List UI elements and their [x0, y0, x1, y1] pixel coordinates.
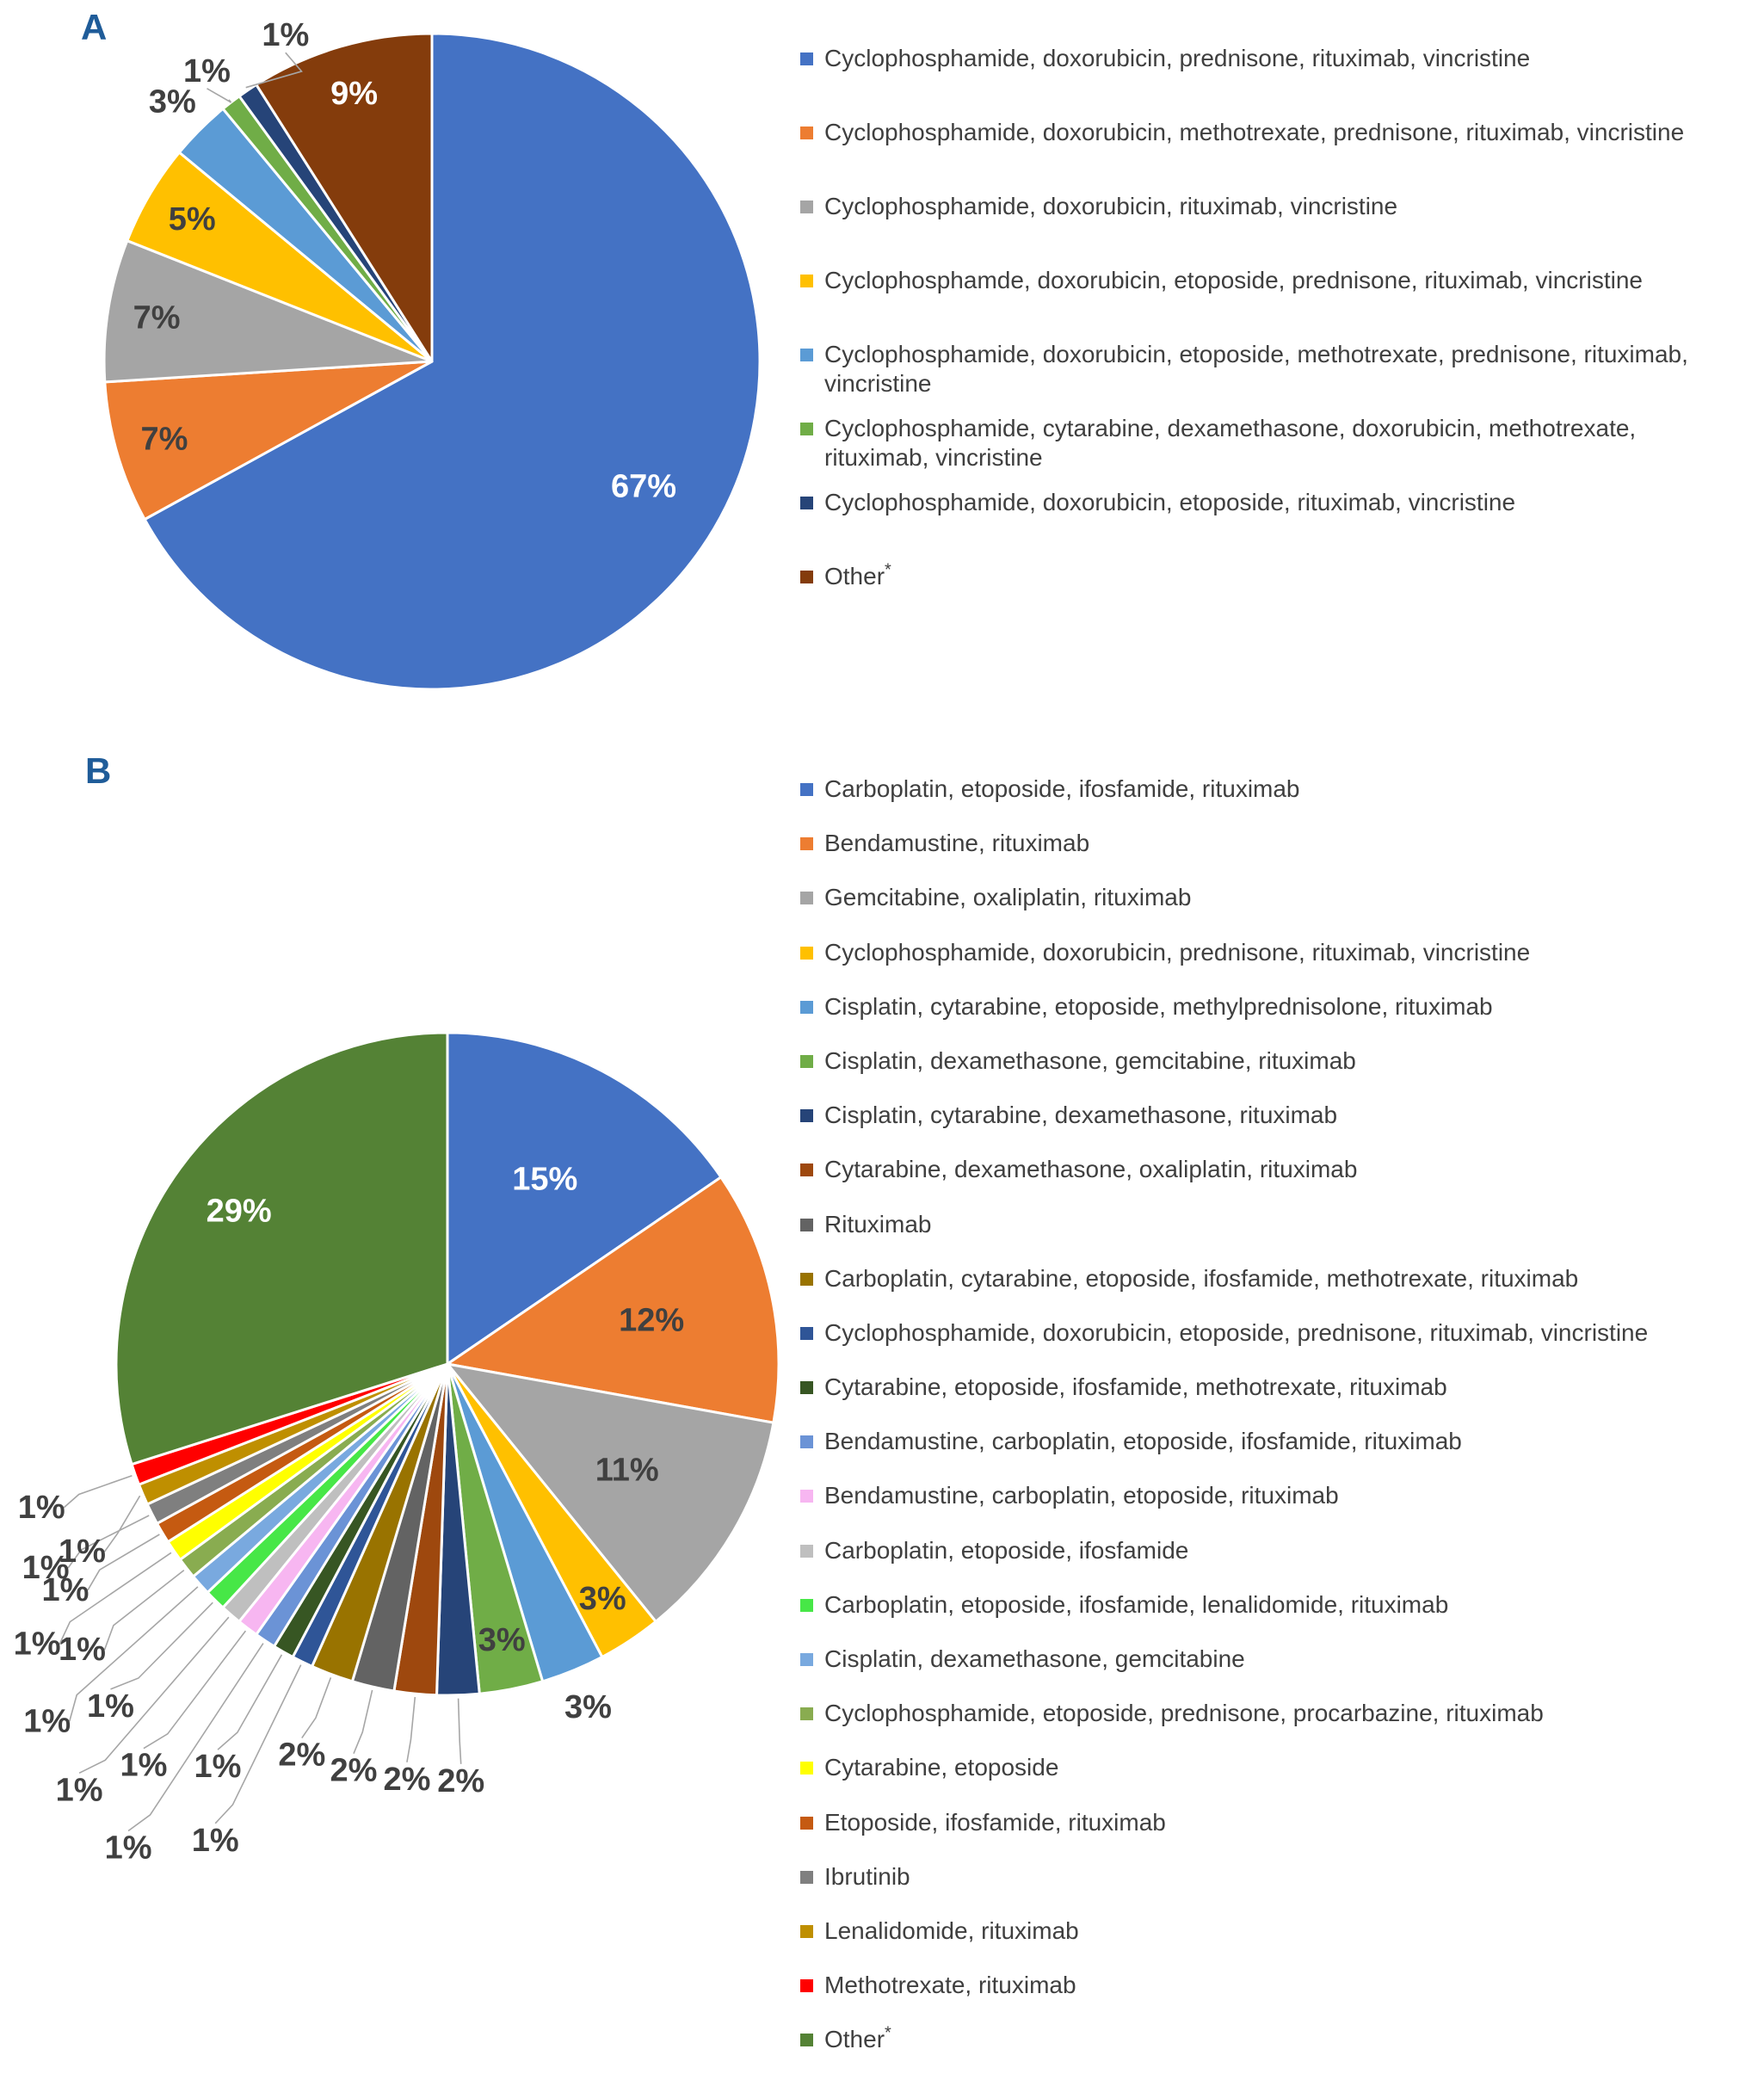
- pct-label-a-7: 9%: [330, 76, 379, 112]
- panel-b-label: B: [85, 750, 112, 791]
- legend-label: Bendamustine, carboplatin, etoposide, ifosfamide, rituximab: [824, 1428, 1462, 1455]
- pct-label-b-9: 2%: [278, 1737, 326, 1774]
- legend-swatch-icon: [800, 783, 813, 796]
- pct-label-b-19: 1%: [41, 1571, 89, 1608]
- legend-item-b-11: [800, 1373, 1760, 1427]
- legend-swatch-icon: [800, 837, 813, 850]
- legend-label: Etoposide, ifosfamide, rituximab: [824, 1808, 1166, 1836]
- legend-swatch-icon: [800, 1327, 813, 1340]
- label-leader-line: [128, 1644, 263, 1831]
- legend-swatch-icon: [800, 1381, 813, 1394]
- legend-swatch-icon: [800, 127, 813, 139]
- pie-chart-b: [0, 740, 817, 2070]
- legend-label: Carboplatin, etoposide, ifosfamide, lenalidomide, rituximab: [824, 1590, 1449, 1618]
- legend-item-b-21: [800, 1916, 1760, 1971]
- pct-label-b-11: 1%: [194, 1749, 242, 1786]
- legend-label: Rituximab: [824, 1210, 932, 1238]
- legend-item-b-18: [800, 1753, 1760, 1807]
- label-leader-line: [302, 1677, 331, 1737]
- legend-item-a-2: [800, 192, 1734, 266]
- legend-item-a-6: [800, 488, 1734, 562]
- legend-label: Other*: [824, 2023, 891, 2053]
- legend-swatch-icon: [800, 349, 813, 361]
- legend-swatch-icon: [800, 1762, 813, 1774]
- legend-swatch-icon: [800, 1599, 813, 1612]
- legend-swatch-icon: [800, 497, 813, 509]
- legend-swatch-icon: [800, 423, 813, 435]
- legend-label: Cyclophosphamide, doxorubicin, rituximab, vincristine: [824, 193, 1398, 219]
- legend-label: Cyclophosphamide, doxorubicin, prednisone, rituximab, vincristine: [824, 45, 1531, 71]
- pct-label-b-16: 1%: [23, 1703, 71, 1740]
- legend-label: Cisplatin, dexamethasone, gemcitabine, rituximab: [824, 1046, 1356, 1074]
- legend-item-b-4: [800, 992, 1760, 1046]
- legend-item-b-0: [800, 775, 1760, 829]
- legend-swatch-icon: [800, 2034, 813, 2046]
- legend-item-b-9: [800, 1264, 1760, 1318]
- legend-label: Cisplatin, dexamethasone, gemcitabine: [824, 1645, 1245, 1672]
- label-leader-line: [144, 1631, 246, 1749]
- pct-label-b-20: 1%: [22, 1550, 70, 1586]
- legend-item-b-16: [800, 1645, 1760, 1699]
- pct-label-a-0: 67%: [610, 468, 677, 505]
- legend-swatch-icon: [800, 1273, 813, 1286]
- label-leader-line: [64, 1476, 132, 1508]
- legend-swatch-icon: [800, 275, 813, 287]
- legend-item-b-10: [800, 1318, 1760, 1373]
- pct-label-b-0: 15%: [512, 1161, 578, 1198]
- pct-label-a-3: 5%: [168, 201, 216, 238]
- legend-label: Cyclophosphamde, doxorubicin, etoposide, prednisone, rituximab, vincristine: [824, 267, 1643, 293]
- legend-swatch-icon: [800, 1109, 813, 1122]
- legend-item-a-7: [800, 562, 1734, 636]
- label-leader-line: [354, 1690, 373, 1754]
- pct-label-a-6: 1%: [262, 17, 310, 54]
- legend-item-b-3: [800, 938, 1760, 992]
- legend-label: Cyclophosphamide, doxorubicin, prednisone, rituximab, vincristine: [824, 938, 1531, 966]
- legend-label: Cytarabine, etoposide: [824, 1754, 1059, 1781]
- legend-swatch-icon: [800, 52, 813, 65]
- pct-label-a-4: 3%: [148, 83, 196, 120]
- legend-swatch-icon: [800, 1219, 813, 1231]
- legend-swatch-icon: [800, 1435, 813, 1448]
- pct-label-b-14: 1%: [55, 1772, 103, 1809]
- legend-swatch-icon: [800, 1055, 813, 1068]
- legend-label: Cyclophosphamide, cytarabine, dexamethasone, doxorubicin, methotrexate, rituximab, vincristine: [824, 415, 1637, 471]
- legend-item-b-20: [800, 1862, 1760, 1916]
- legend-item-b-2: [800, 883, 1760, 937]
- pct-label-b-13: 1%: [120, 1747, 168, 1784]
- pct-label-b-23: 29%: [206, 1193, 272, 1230]
- legend-label: Gemcitabine, oxaliplatin, rituximab: [824, 884, 1192, 911]
- legend-swatch-icon: [800, 201, 813, 213]
- legend-label: Cisplatin, cytarabine, etoposide, methylprednisolone, rituximab: [824, 992, 1493, 1020]
- pct-label-b-21: 1%: [58, 1534, 106, 1571]
- legend-item-b-23: [800, 2025, 1760, 2079]
- legend-label: Lenalidomide, rituximab: [824, 1916, 1079, 1944]
- legend-swatch-icon: [800, 1653, 813, 1666]
- legend-item-a-4: [800, 340, 1734, 414]
- legend-item-b-8: [800, 1210, 1760, 1264]
- pct-label-b-2: 11%: [595, 1452, 659, 1489]
- pct-label-b-7: 2%: [383, 1761, 431, 1798]
- label-leader-line: [407, 1697, 415, 1762]
- legend-item-b-19: [800, 1808, 1760, 1862]
- legend-item-a-5: [800, 414, 1734, 488]
- legend-swatch-icon: [800, 1001, 813, 1014]
- pct-label-b-18: 1%: [13, 1626, 61, 1663]
- legend-label: Cytarabine, etoposide, ifosfamide, methotrexate, rituximab: [824, 1373, 1447, 1401]
- panel-a-label: A: [81, 7, 108, 47]
- pct-label-b-17: 1%: [59, 1632, 106, 1669]
- pct-label-a-5: 1%: [183, 52, 231, 89]
- legend-item-b-17: [800, 1699, 1760, 1753]
- legend-label: Methotrexate, rituximab: [824, 1972, 1076, 1999]
- legend-label: Carboplatin, cytarabine, etoposide, ifosfamide, methotrexate, rituximab: [824, 1264, 1579, 1292]
- label-leader-line: [218, 1655, 281, 1750]
- pct-label-b-5: 3%: [478, 1622, 526, 1659]
- legend-label: Cyclophosphamide, doxorubicin, methotrexate, prednisone, rituximab, vincristine: [824, 119, 1685, 145]
- legend-item-b-5: [800, 1046, 1760, 1101]
- legend-swatch-icon: [800, 1707, 813, 1720]
- legend-item-b-1: [800, 829, 1760, 883]
- pct-label-b-10: 1%: [191, 1822, 239, 1859]
- legend-item-a-0: [800, 44, 1734, 118]
- legend-item-b-12: [800, 1427, 1760, 1481]
- legend-label: Cytarabine, dexamethasone, oxaliplatin, rituximab: [824, 1156, 1358, 1183]
- legend-item-b-7: [800, 1155, 1760, 1209]
- asterisk-note-marker: *: [885, 2023, 891, 2043]
- legend-item-b-13: [800, 1481, 1760, 1535]
- legend-swatch-icon: [800, 571, 813, 583]
- legend-item-b-15: [800, 1590, 1760, 1645]
- legend-label: Other*: [824, 560, 891, 589]
- legend-a: [800, 44, 1734, 636]
- legend-swatch-icon: [800, 1817, 813, 1830]
- asterisk-note-marker: *: [885, 560, 891, 580]
- legend-label: Bendamustine, rituximab: [824, 830, 1090, 857]
- legend-label: Bendamustine, carboplatin, etoposide, rituximab: [824, 1482, 1339, 1509]
- pct-label-b-22: 1%: [17, 1489, 65, 1526]
- legend-swatch-icon: [800, 947, 813, 960]
- legend-label: Cisplatin, cytarabine, dexamethasone, rituximab: [824, 1102, 1338, 1129]
- legend-item-b-6: [800, 1101, 1760, 1155]
- legend-item-a-3: [800, 266, 1734, 340]
- legend-label: Carboplatin, etoposide, ifosfamide, rituximab: [824, 775, 1300, 802]
- legend-swatch-icon: [800, 1871, 813, 1884]
- pct-label-b-6: 2%: [437, 1762, 485, 1799]
- legend-swatch-icon: [800, 892, 813, 904]
- pie-chart-a: [0, 0, 817, 740]
- pct-label-b-12: 1%: [104, 1830, 152, 1867]
- label-leader-line: [207, 89, 231, 102]
- legend-swatch-icon: [800, 1925, 813, 1938]
- legend-swatch-icon: [800, 1545, 813, 1558]
- label-leader-line: [104, 1496, 139, 1552]
- legend-item-b-14: [800, 1536, 1760, 1590]
- pct-label-a-1: 7%: [140, 421, 188, 458]
- legend-b: [800, 775, 1760, 2080]
- pct-label-b-4: 3%: [564, 1689, 612, 1725]
- legend-item-b-22: [800, 1971, 1760, 2025]
- pct-label-b-1: 12%: [619, 1302, 685, 1339]
- legend-swatch-icon: [800, 1979, 813, 1992]
- pct-label-a-2: 7%: [133, 299, 181, 336]
- legend-label: Cyclophosphamide, etoposide, prednisone, procarbazine, rituximab: [824, 1700, 1544, 1727]
- legend-swatch-icon: [800, 1490, 813, 1503]
- legend-swatch-icon: [800, 1163, 813, 1176]
- pct-label-b-3: 3%: [578, 1581, 626, 1618]
- legend-label: Carboplatin, etoposide, ifosfamide: [824, 1536, 1189, 1564]
- legend-label: Cyclophosphamide, doxorubicin, etoposide, prednisone, rituximab, vincristine: [824, 1318, 1649, 1346]
- pct-label-b-15: 1%: [87, 1688, 134, 1725]
- legend-label: Ibrutinib: [824, 1862, 910, 1890]
- legend-label: Cyclophosphamide, doxorubicin, etoposide, methotrexate, prednisone, rituximab, vincristine: [824, 341, 1688, 397]
- legend-label: Cyclophosphamide, doxorubicin, etoposide, rituximab, vincristine: [824, 489, 1516, 515]
- label-leader-line: [459, 1699, 461, 1764]
- pct-label-b-8: 2%: [330, 1752, 378, 1789]
- legend-item-a-1: [800, 118, 1734, 192]
